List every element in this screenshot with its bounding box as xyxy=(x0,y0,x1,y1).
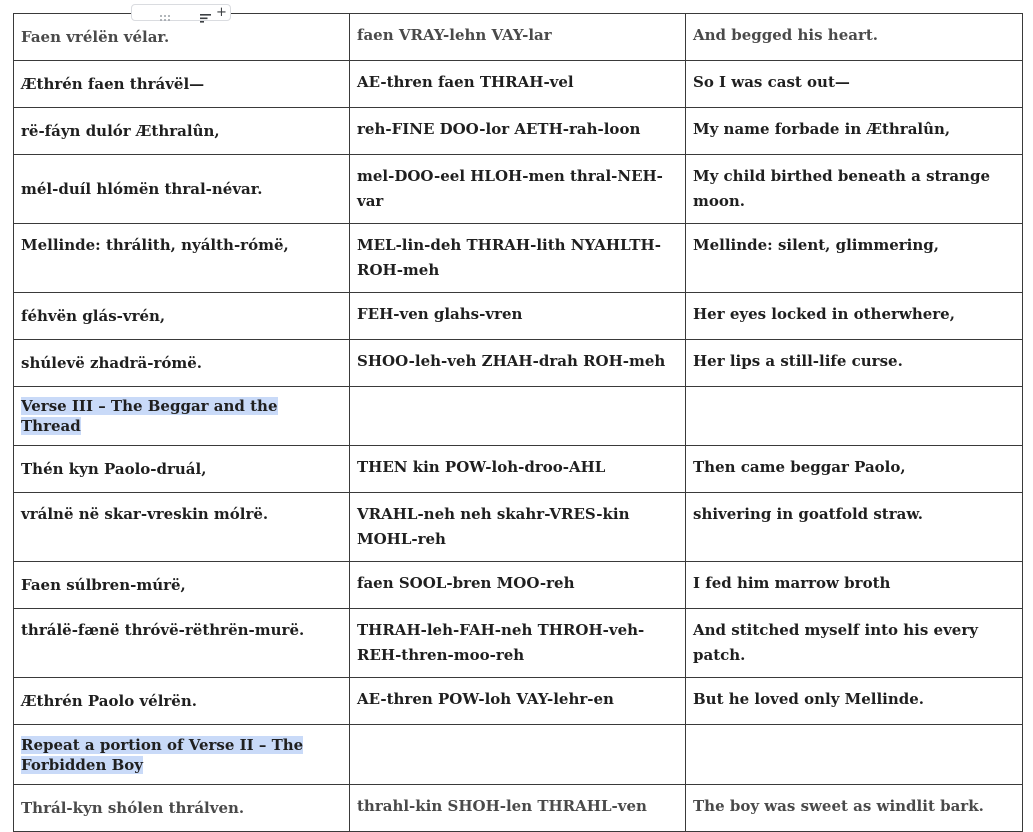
plus-icon[interactable]: + xyxy=(216,5,227,20)
original-cell[interactable]: Æthrén faen thrávël— xyxy=(14,61,350,108)
original-cell[interactable]: thrálë-fænë thróvë-rëthrën-murë. xyxy=(14,609,350,678)
pronunciation-cell[interactable]: reh-FINE DOO-lor AETH-rah-loon xyxy=(350,108,686,155)
original-cell[interactable]: Thén kyn Paolo-druál, xyxy=(14,446,350,493)
pronunciation-cell[interactable]: FEH-ven glahs-vren xyxy=(350,293,686,340)
section-heading-row xyxy=(14,725,1023,785)
section-heading: Repeat a portion of Verse II – The Forbidden Boy xyxy=(21,735,304,774)
pronunciation-cell[interactable]: THEN kin POW-loh-droo-AHL xyxy=(350,446,686,493)
translation-cell[interactable]: Her lips a still-life curse. xyxy=(686,340,1023,387)
sort-icon[interactable] xyxy=(200,8,212,18)
translation-cell[interactable]: The boy was sweet as windlit bark. xyxy=(686,785,1023,832)
table-row xyxy=(14,61,1023,108)
translation-cell[interactable]: Her eyes locked in otherwhere, xyxy=(686,293,1023,340)
table-row xyxy=(14,108,1023,155)
table-row xyxy=(14,155,1023,224)
lyrics-table xyxy=(13,13,1023,832)
pronunciation-cell[interactable]: THRAH-leh-FAH-neh THROH-veh-REH-thren-moo-reh xyxy=(350,609,686,678)
original-cell[interactable]: Faen vrélën vélar. xyxy=(14,14,350,61)
translation-cell[interactable]: shivering in goatfold straw. xyxy=(686,493,1023,562)
pronunciation-cell[interactable]: thrahl-kin SHOH-len THRAHL-ven xyxy=(350,785,686,832)
table-row xyxy=(14,562,1023,609)
translation-cell[interactable]: And begged his heart. xyxy=(686,14,1023,61)
section-heading: Verse III – The Beggar and the Thread xyxy=(21,397,278,435)
original-cell[interactable]: féhvën glás-vrén, xyxy=(14,293,350,340)
original-cell[interactable]: rë-fáyn dulór Æthralûn, xyxy=(14,108,350,155)
original-cell[interactable]: Æthrén Paolo vélrën. xyxy=(14,678,350,725)
pronunciation-cell[interactable]: faen VRAY-lehn VAY-lar xyxy=(350,14,686,61)
translation-cell[interactable]: But he loved only Mellinde. xyxy=(686,678,1023,725)
translation-cell[interactable]: I fed him marrow broth xyxy=(686,562,1023,609)
pronunciation-cell[interactable]: AE-thren faen THRAH-vel xyxy=(350,61,686,108)
translation-cell[interactable]: My child birthed beneath a strange moon. xyxy=(686,155,1023,224)
translation-cell[interactable]: Mellinde: silent, glimmering, xyxy=(686,224,1023,293)
empty-cell[interactable] xyxy=(686,387,1023,446)
section-heading-cell[interactable] xyxy=(14,725,350,785)
pronunciation-cell[interactable]: VRAHL-neh neh skahr-VRES-kin MOHL-reh xyxy=(350,493,686,562)
lyrics-table-body xyxy=(14,14,1023,832)
original-cell[interactable]: Mellinde: thrálith, nyálth-rómë, xyxy=(14,224,350,293)
translation-cell[interactable]: My name forbade in Æthralûn, xyxy=(686,108,1023,155)
empty-cell[interactable] xyxy=(350,725,686,785)
table-row xyxy=(14,224,1023,293)
original-cell[interactable]: Thrál-kyn shólen thrálven. xyxy=(14,785,350,832)
drag-handle-icon[interactable] xyxy=(159,8,171,17)
empty-cell[interactable] xyxy=(686,725,1023,785)
pronunciation-cell[interactable]: mel-DOO-eel HLOH-men thral-NEH-var xyxy=(350,155,686,224)
table-row xyxy=(14,785,1023,832)
table-row xyxy=(14,493,1023,562)
pronunciation-cell[interactable]: SHOO-leh-veh ZHAH-drah ROH-meh xyxy=(350,340,686,387)
translation-cell[interactable]: And stitched myself into his every patch. xyxy=(686,609,1023,678)
pronunciation-cell[interactable]: AE-thren POW-loh VAY-lehr-en xyxy=(350,678,686,725)
section-heading-row xyxy=(14,387,1023,446)
table-row xyxy=(14,678,1023,725)
translation-cell[interactable]: Then came beggar Paolo, xyxy=(686,446,1023,493)
original-cell[interactable]: Faen súlbren-múrë, xyxy=(14,562,350,609)
table-row xyxy=(14,340,1023,387)
original-cell[interactable]: mél-duíl hlómën thral-névar. xyxy=(14,155,350,224)
table-row xyxy=(14,609,1023,678)
original-cell[interactable]: shúlevë zhadrä-rómë. xyxy=(14,340,350,387)
table-row xyxy=(14,293,1023,340)
original-cell[interactable]: vrálnë në skar-vreskin mólrë. xyxy=(14,493,350,562)
pronunciation-cell[interactable]: faen SOOL-bren MOO-reh xyxy=(350,562,686,609)
table-toolbar xyxy=(131,4,231,21)
lyrics-table-container xyxy=(13,13,1022,832)
translation-cell[interactable]: So I was cast out— xyxy=(686,61,1023,108)
section-heading-cell[interactable] xyxy=(14,387,350,446)
empty-cell[interactable] xyxy=(350,387,686,446)
table-row xyxy=(14,446,1023,493)
pronunciation-cell[interactable]: MEL-lin-deh THRAH-lith NYAHLTH-ROH-meh xyxy=(350,224,686,293)
